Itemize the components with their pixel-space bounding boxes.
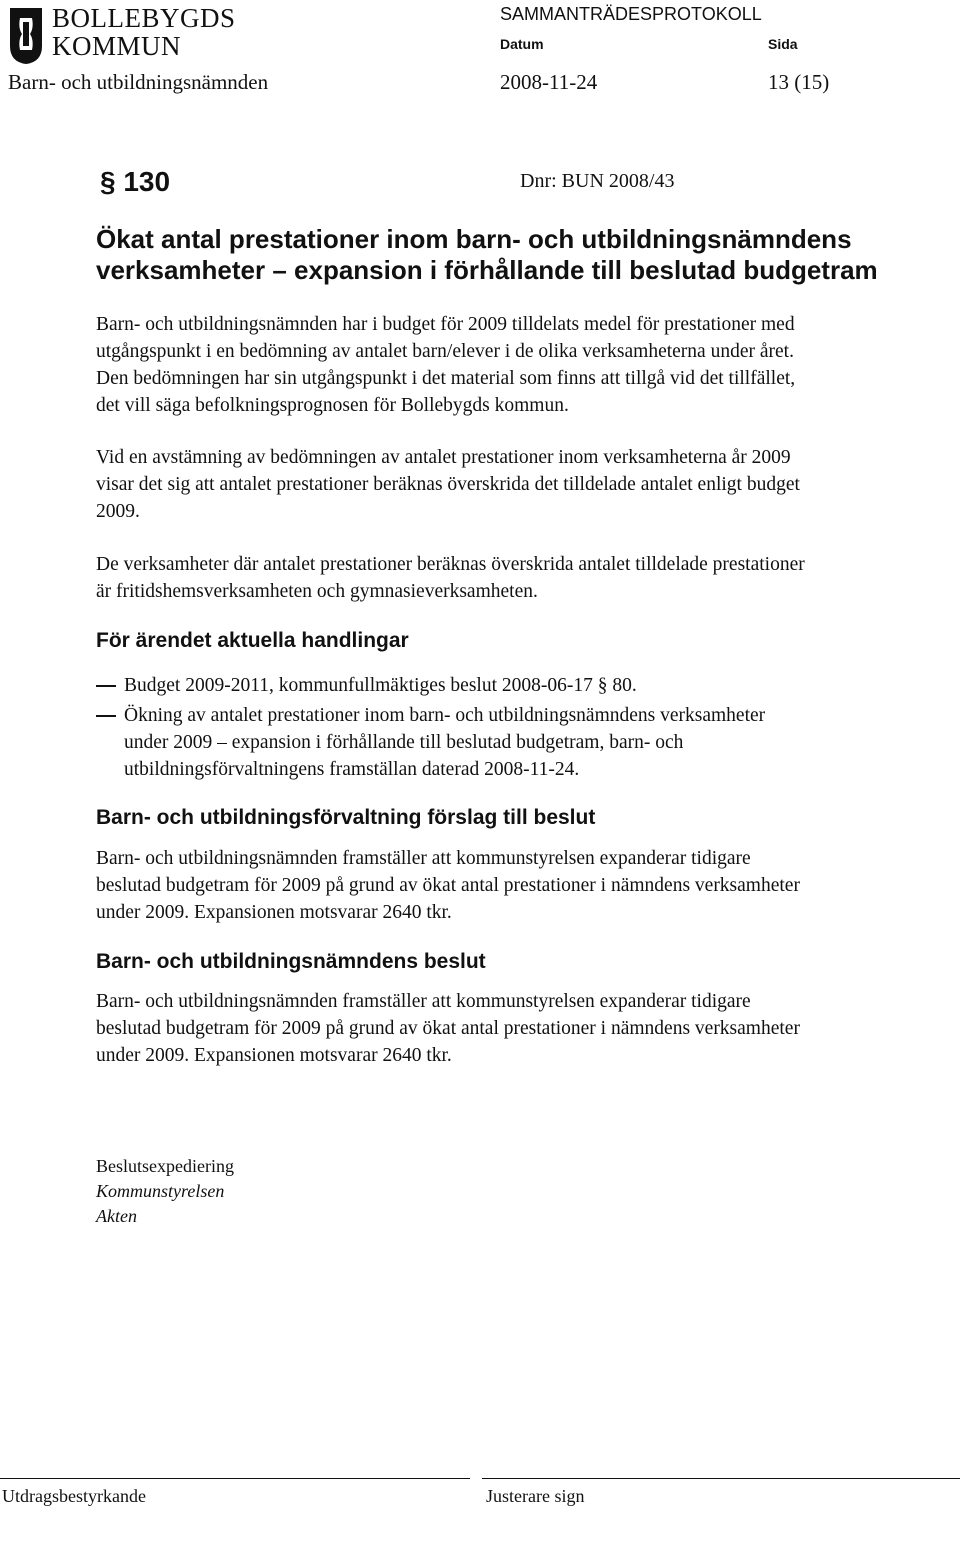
text-line: Den bedömningen har sin utgångspunkt i det material som finns att tillgå vid det tillfället, bbox=[96, 368, 796, 389]
text-line: visar det sig att antalet prestationer beräknas överskrida det tilldelade antalet enligt budget bbox=[96, 474, 800, 495]
protocol-title: SAMMANTRÄDESPROTOKOLL bbox=[500, 4, 762, 24]
municipality-logo-text bbox=[52, 4, 236, 60]
text-line: beslutad budgetram för 2009 på grund av ökat antal prestationer i nämndens verksamheter bbox=[96, 875, 800, 896]
paragraph-number: § 130 bbox=[100, 166, 171, 197]
text-line: Barn- och utbildningsnämnden framställer att kommunstyrelsen expanderar tidigare bbox=[96, 848, 751, 869]
page-number: 13 (15) bbox=[768, 70, 830, 94]
decision-heading: Barn- och utbildningsnämndens beslut bbox=[96, 950, 486, 973]
dispatch-label: Beslutsexpediering bbox=[96, 1156, 234, 1176]
municipality-crest-icon bbox=[8, 6, 44, 66]
logo-line-2: KOMMUN bbox=[52, 31, 182, 61]
paragraph-number-value: 130 bbox=[123, 166, 171, 197]
text-line: Barn- och utbildningsnämnden har i budget för 2009 tilldelats medel för prestationer med bbox=[96, 314, 795, 335]
text-line: under 2009. Expansionen motsvarar 2640 tkr. bbox=[96, 902, 452, 923]
text-line: Vid en avstämning av bedömningen av antalet prestationer inom verksamheterna år 2009 bbox=[96, 447, 791, 468]
text-line: under 2009 – expansion i förhållande till beslutad budgetram, barn- och bbox=[124, 732, 684, 753]
text-line: Barn- och utbildningsnämnden framställer att kommunstyrelsen expanderar tidigare bbox=[96, 991, 751, 1012]
organization-name: Barn- och utbildningsnämnden bbox=[8, 70, 269, 94]
reconciliation-paragraph bbox=[96, 444, 946, 525]
text-line: utbildningsförvaltningens framställan daterad 2008-11-24. bbox=[124, 759, 580, 780]
dispatch-recipient: Kommunstyrelsen bbox=[96, 1181, 225, 1201]
overrun-paragraph bbox=[96, 551, 946, 605]
text-line: utgångspunkt i en bedömning av antalet barn/elever i de olika verksamheterna under året. bbox=[96, 341, 794, 362]
adjuster-signature-label: Justerare sign bbox=[486, 1486, 585, 1506]
text-line: beslutad budgetram för 2009 på grund av ökat antal prestationer i nämndens verksamheter bbox=[96, 1018, 800, 1039]
text-line: Ökning av antalet prestationer inom barn- och utbildningsnämndens verksamheter bbox=[124, 705, 766, 726]
dispatch-block bbox=[96, 1154, 946, 1229]
dispatch-recipient: Akten bbox=[96, 1206, 137, 1226]
logo-line-1: BOLLEBYGDS bbox=[52, 3, 236, 33]
title-line: Ökat antal prestationer inom barn- och utbildningsnämndens bbox=[96, 224, 852, 254]
dash-bullet-icon bbox=[96, 685, 116, 687]
meeting-date: 2008-11-24 bbox=[500, 70, 598, 94]
documents-heading: För ärendet aktuella handlingar bbox=[96, 629, 409, 652]
proposal-paragraph bbox=[96, 845, 946, 926]
proposal-heading: Barn- och utbildningsförvaltning förslag till beslut bbox=[96, 806, 596, 829]
text-line: Budget 2009-2011, kommunfullmäktiges beslut 2008-06-17 § 80. bbox=[124, 675, 637, 696]
text-line: under 2009. Expansionen motsvarar 2640 tkr. bbox=[96, 1045, 452, 1066]
text-line: De verksamheter där antalet prestationer beräknas överskrida antalet tilldelade prestationer bbox=[96, 554, 805, 575]
page-title bbox=[96, 224, 878, 286]
footer-divider bbox=[0, 1478, 470, 1479]
text-line: är fritidshemsverksamheten och gymnasieverksamheten. bbox=[96, 581, 538, 602]
title-line: verksamheter – expansion i förhållande till beslutad budgetram bbox=[96, 255, 878, 285]
extract-certification-label: Utdragsbestyrkande bbox=[2, 1486, 146, 1506]
dash-bullet-icon bbox=[96, 715, 116, 717]
text-line: det vill säga befolkningsprognosen för Bollebygds kommun. bbox=[96, 395, 569, 416]
date-label: Datum bbox=[500, 36, 544, 52]
intro-paragraph bbox=[96, 311, 946, 419]
footer-divider bbox=[482, 1478, 960, 1479]
decision-paragraph bbox=[96, 988, 946, 1069]
page-label: Sida bbox=[768, 36, 798, 52]
text-line: 2009. bbox=[96, 501, 140, 522]
diary-number: Dnr: BUN 2008/43 bbox=[520, 170, 675, 192]
